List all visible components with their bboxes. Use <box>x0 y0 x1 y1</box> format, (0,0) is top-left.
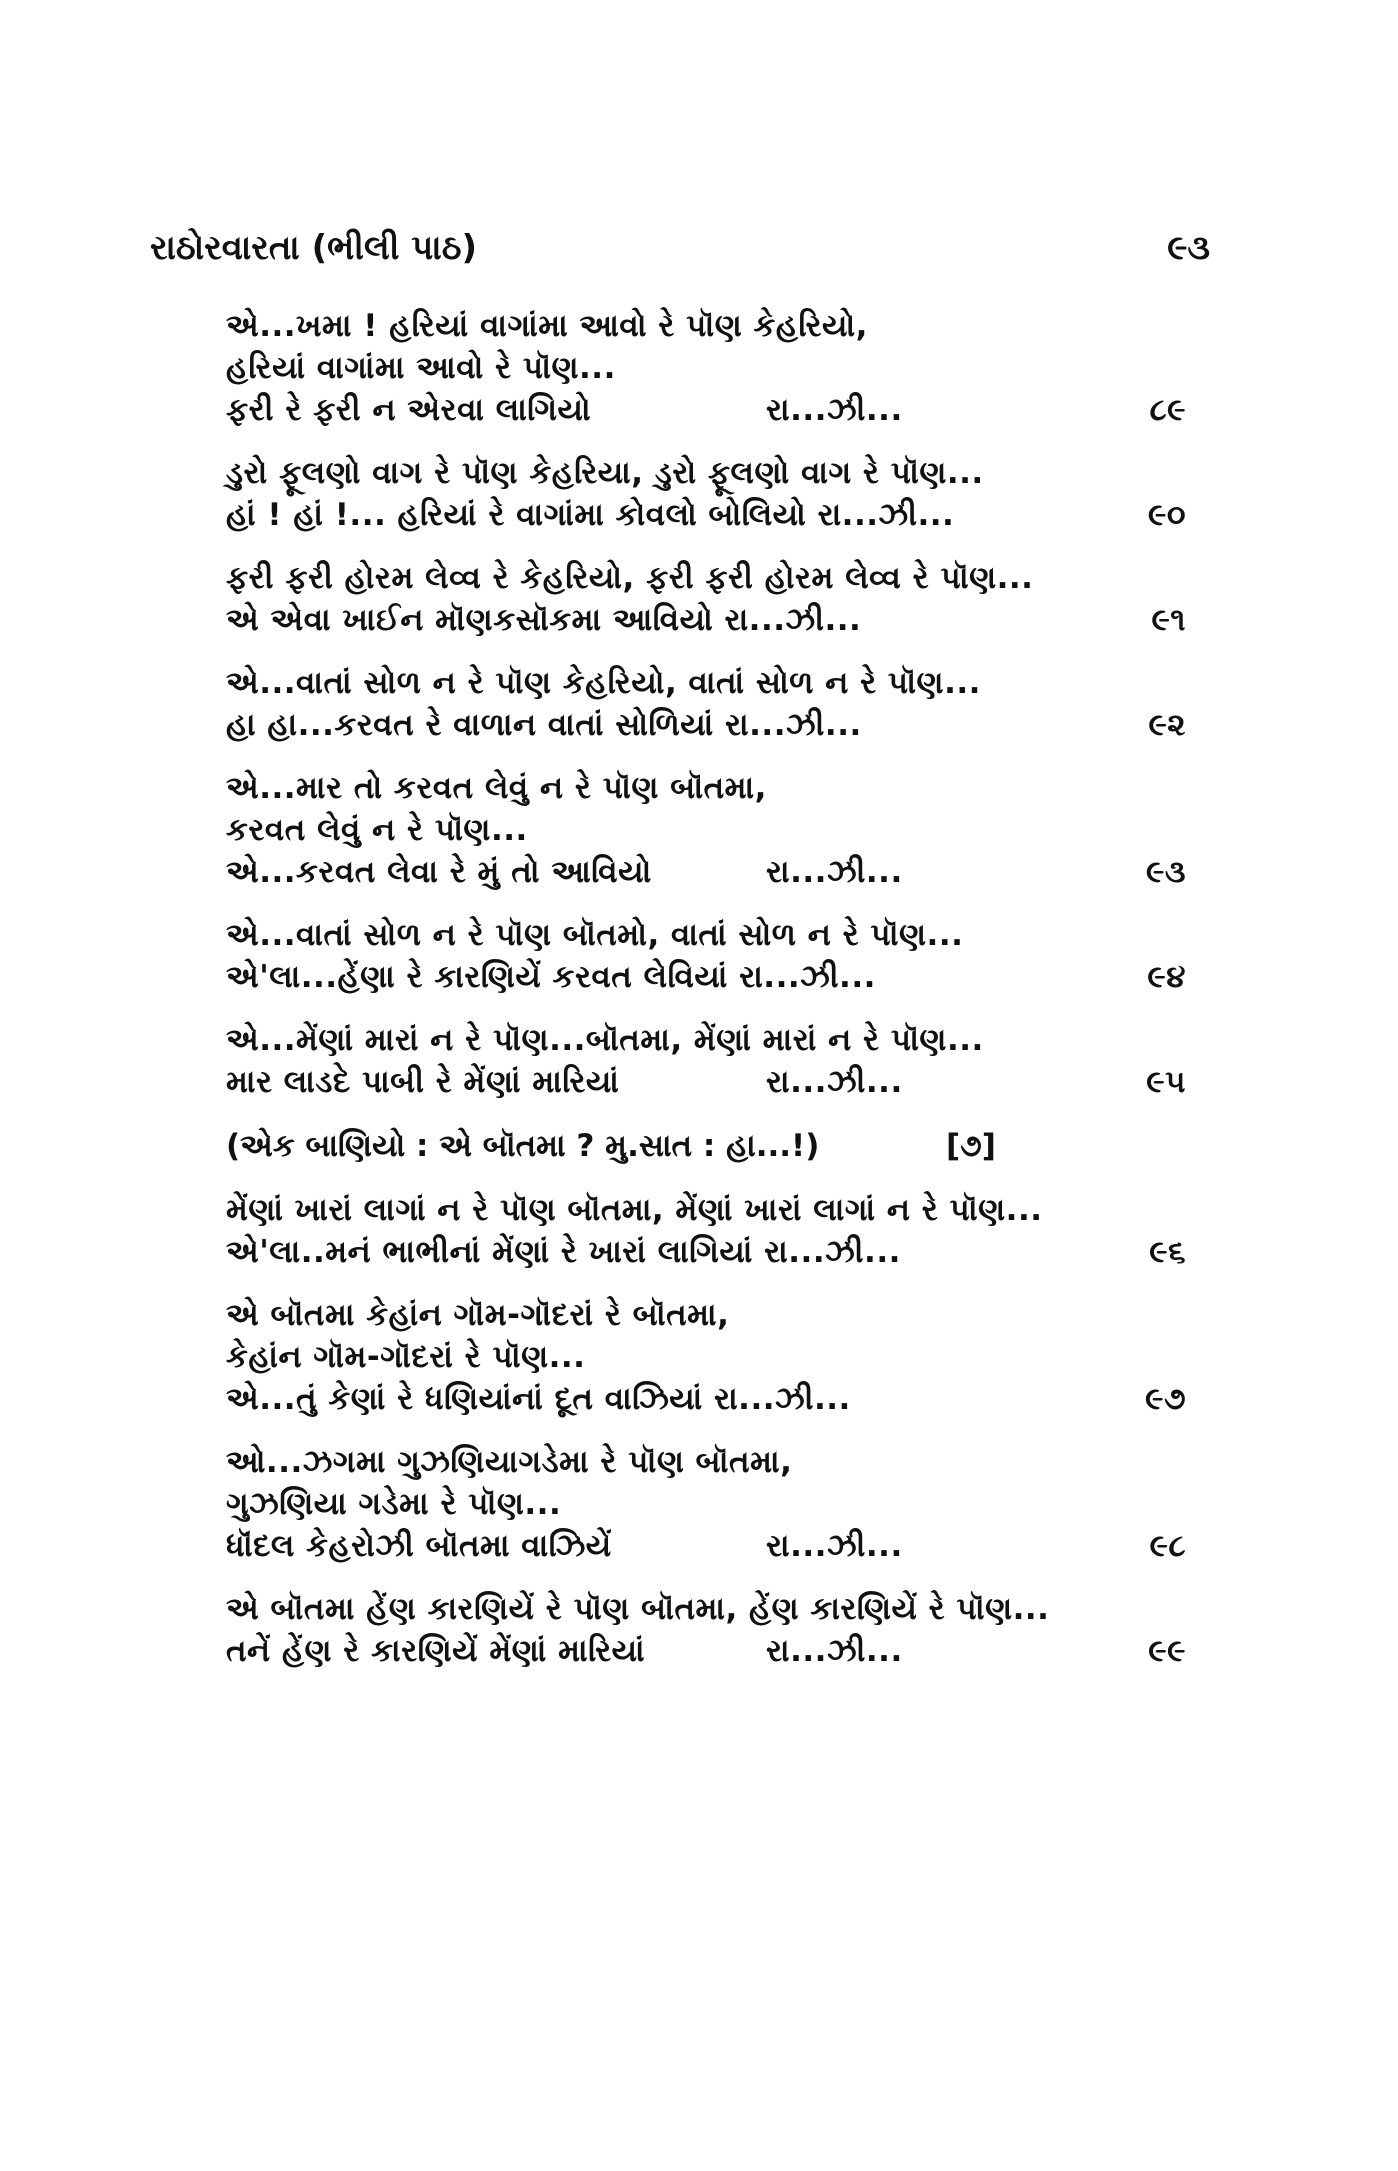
refrain-text: રા...ઝી... <box>766 392 903 428</box>
stanza-number: ૯૭ <box>1145 1381 1186 1417</box>
verse-text: એ બૉતમા કેહાંન ગૉમ-ગૉદરાં રે બૉતમા, <box>226 1297 730 1333</box>
refrain-text: રા...ઝી... <box>766 1528 903 1564</box>
verse-line <box>226 914 1186 956</box>
stanza-89 <box>226 305 1186 431</box>
verse-text: મેંણાં ખારાં લાગાં ન રે પૉણ બૉતમા, મેંણાં ખારાં લાગાં ન રે પૉણ... <box>226 1192 1043 1228</box>
verse-text: એ...મેંણાં મારાં ન રે પૉણ...બૉતમા, મેંણાં મારાં ન રે પૉણ... <box>226 1022 984 1058</box>
verse-line <box>226 767 1186 809</box>
running-head <box>150 228 1210 278</box>
stanza-99 <box>226 1588 1186 1672</box>
stanza-90 <box>226 452 1186 536</box>
verse-text: હા હા...કરવત રે વાળાન વાતાં સોળિયાં રા...ઝી... <box>226 707 862 743</box>
stanza-number: ૯૧ <box>1151 602 1186 638</box>
verse-text: કેહાંન ગૉમ-ગૉદરાં રે પૉણ... <box>226 1339 586 1375</box>
verse-line <box>226 389 1186 431</box>
verse-text: એ'લા..મનં ભાભીનાં મેંણાં રે ખારાં લાગિયાં રા...ઝી... <box>226 1234 901 1270</box>
verse-line <box>226 1441 1186 1483</box>
verse-line <box>226 1378 1186 1420</box>
verse-text: એ...કરવત લેવા રે મું તો આવિયો <box>226 854 652 890</box>
verse-text: એ...તું કેણાં રે ધણિયાંનાં દૂત વાઝિયાં રા...ઝી... <box>226 1381 851 1417</box>
verse-text: એ...માર તો કરવત લેવું ન રે પૉણ બૉતમા, <box>226 770 767 806</box>
verse-line <box>226 1588 1186 1630</box>
verse-line <box>226 452 1186 494</box>
verse-line <box>226 809 1186 851</box>
verse-line <box>226 599 1186 641</box>
refrain-text: રા...ઝી... <box>766 854 903 890</box>
stanza-number: ૯૦ <box>1147 497 1186 533</box>
verse-text: કરવત લેવું ન રે પૉણ... <box>226 812 528 848</box>
verse-line <box>226 1294 1186 1336</box>
verse-line <box>226 1061 1186 1103</box>
verse-text: એ બૉતમા હેંણ કારણિયેં રે પૉણ બૉતમા, હેંણ કારણિયેં રે પૉણ... <box>226 1591 1050 1627</box>
stanza-number: ૮૯ <box>1149 392 1186 428</box>
stanza-92 <box>226 662 1186 746</box>
aside-reference: [૭] <box>946 1128 996 1164</box>
stanza-number: ૯૬ <box>1149 1234 1186 1270</box>
verse-text: તનેં હેંણ રે કારણિયેં મેંણાં મારિયાં <box>226 1633 646 1669</box>
page-number: ૯૩ <box>1167 228 1210 268</box>
running-title: રાઠોરવારતા (ભીલી પાઠ) <box>150 228 478 268</box>
verse-text: એ...વાતાં સોળ ન રે પૉણ કેહરિયો, વાતાં સોળ ન રે પૉણ... <box>226 665 981 701</box>
stanza-number: ૯૯ <box>1148 1633 1186 1669</box>
verse-line <box>226 347 1186 389</box>
verse-line <box>226 557 1186 599</box>
poem-body <box>226 305 1186 1693</box>
verse-text: ફરી ફરી હોરમ લેવ્વ રે કેહરિયો, ફરી ફરી હોરમ લેવ્વ રે પૉણ... <box>226 560 1034 596</box>
verse-text: ઓ...ઝગમા ગુઝણિયાગડેમા રે પૉણ બૉતમા, <box>226 1444 793 1480</box>
verse-text: એ...ખમા ! હરિયાં વાગાંમા આવો રે પૉણ કેહરિયો, <box>226 308 868 344</box>
stanza-96 <box>226 1189 1186 1273</box>
dialogue-aside <box>226 1124 1186 1168</box>
stanza-91 <box>226 557 1186 641</box>
verse-text: હરિયાં વાગાંમા આવો રે પૉણ... <box>226 350 616 386</box>
aside-text: (એક બાણિયો : એ બૉતમા ? મુ.સાત : હા...!) <box>226 1128 820 1164</box>
stanza-number: ૯૮ <box>1149 1528 1186 1564</box>
stanza-97 <box>226 1294 1186 1420</box>
stanza-95 <box>226 1019 1186 1103</box>
verse-line <box>226 1231 1186 1273</box>
stanza-98 <box>226 1441 1186 1567</box>
stanza-number: ૯૨ <box>1148 707 1186 743</box>
verse-text: એ...વાતાં સોળ ન રે પૉણ બૉતમો, વાતાં સોળ ન રે પૉણ... <box>226 917 964 953</box>
verse-text: ડુરો ફૂલણો વાગ રે પૉણ કેહરિયા, ડુરો ફૂલણો વાગ રે પૉણ... <box>226 455 984 491</box>
stanza-number: ૯૫ <box>1146 1064 1186 1100</box>
stanza-93 <box>226 767 1186 893</box>
verse-line <box>226 1189 1186 1231</box>
refrain-text: રા...ઝી... <box>766 1064 903 1100</box>
stanza-number: ૯૪ <box>1147 959 1186 995</box>
verse-line <box>226 704 1186 746</box>
verse-line <box>226 494 1186 536</box>
verse-line <box>226 1336 1186 1378</box>
verse-line <box>226 1525 1186 1567</box>
verse-text: એ એવા ખાઈન મૉણકસૉકમા આવિયો રા...ઝી... <box>226 602 862 638</box>
verse-text: ગુઝણિયા ગડેમા રે પૉણ... <box>226 1486 562 1522</box>
verse-text: માર લાડદે પાબી રે મેંણાં મારિયાં <box>226 1064 620 1100</box>
verse-line <box>226 1630 1186 1672</box>
verse-line <box>226 1019 1186 1061</box>
stanza-94 <box>226 914 1186 998</box>
stanza-number: ૯૩ <box>1146 854 1186 890</box>
verse-line <box>226 662 1186 704</box>
verse-text: હાં ! હાં !... હરિયાં રે વાગાંમા કોવલો બોલિયો રા...ઝી... <box>226 497 955 533</box>
verse-text: ફરી રે ફરી ન એરવા લાગિયો <box>226 392 592 428</box>
verse-line <box>226 956 1186 998</box>
refrain-text: રા...ઝી... <box>766 1633 903 1669</box>
verse-line <box>226 851 1186 893</box>
verse-line <box>226 305 1186 347</box>
verse-text: ધૉંદલ કેહરોઝી બૉતમા વાઝિયેં <box>226 1528 612 1564</box>
verse-text: એ'લા...હેંણા રે કારણિયેં કરવત લેવિયાં રા...ઝી... <box>226 959 876 995</box>
verse-line <box>226 1483 1186 1525</box>
